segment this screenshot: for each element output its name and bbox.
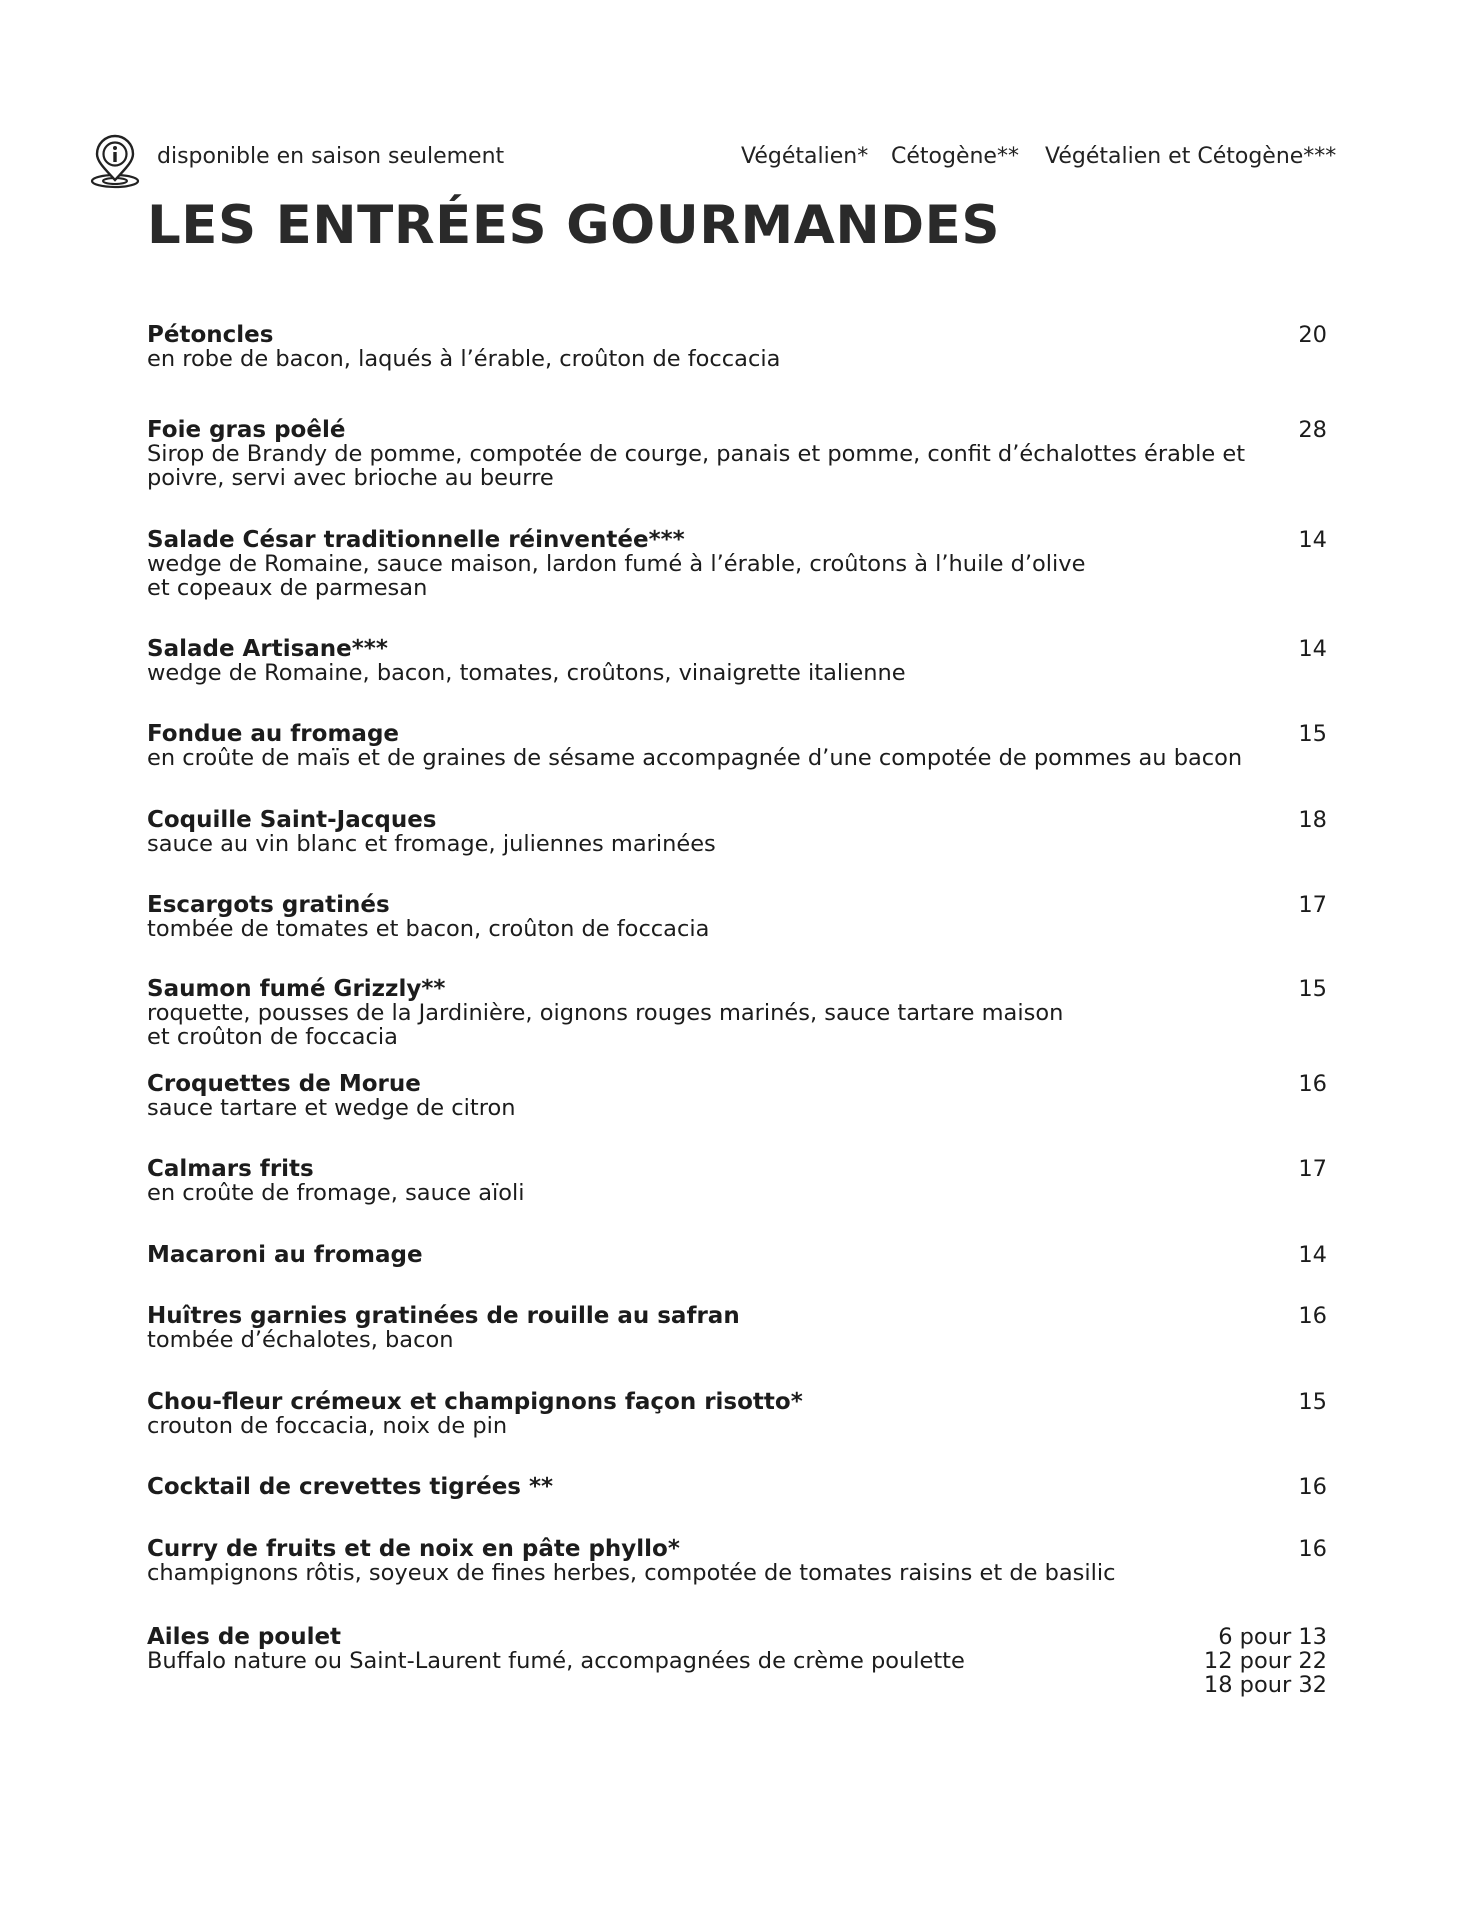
item-name: Chou-fleur crémeux et champignons façon risotto* (147, 1389, 803, 1415)
info-pin-icon (88, 134, 142, 190)
menu-item (147, 722, 1327, 770)
item-price: 18 (1298, 807, 1327, 833)
item-price: 16 (1298, 1536, 1327, 1562)
item-price: 15 (1298, 1389, 1327, 1415)
item-name: Cocktail de crevettes tigrées ** (147, 1474, 554, 1500)
keto-legend: Cétogène** (891, 144, 1019, 169)
item-name: Escargots gratinés (147, 892, 390, 918)
item-name: Macaroni au fromage (147, 1242, 423, 1268)
menu-item (147, 1072, 1327, 1120)
menu-item (147, 323, 1327, 371)
item-desc: Buffalo nature ou Saint-Laurent fumé, accompagnées de crème poulette (147, 1648, 965, 1674)
seasonal-legend-text: disponible en saison seulement (157, 144, 505, 169)
item-price: 28 (1298, 417, 1327, 443)
item-desc: en robe de bacon, laqués à l’érable, croûton de foccacia (147, 346, 781, 372)
menu-item (147, 1243, 1327, 1267)
item-desc: wedge de Romaine, sauce maison, lardon fumé à l’érable, croûtons à l’huile d’olive (147, 551, 1086, 577)
item-price: 17 (1298, 892, 1327, 918)
item-desc: Sirop de Brandy de pomme, compotée de courge, panais et pomme, confit d’échalottes érable et (147, 441, 1246, 467)
menu-item (147, 418, 1327, 490)
page-title: LES ENTRÉES GOURMANDES (147, 195, 1001, 256)
item-desc: roquette, pousses de la Jardinière, oignons rouges marinés, sauce tartare maison (147, 1000, 1064, 1026)
menu-item (147, 893, 1327, 941)
item-price: 6 pour 13 (1218, 1624, 1327, 1650)
item-name: Salade Artisane*** (147, 636, 388, 662)
item-price: 17 (1298, 1156, 1327, 1182)
menu-item (147, 1157, 1327, 1205)
item-desc: et copeaux de parmesan (147, 575, 428, 601)
item-price: 16 (1298, 1071, 1327, 1097)
item-name: Coquille Saint-Jacques (147, 807, 437, 833)
menu-item (147, 1390, 1327, 1438)
item-price: 12 pour 22 (1203, 1648, 1327, 1674)
item-name: Calmars frits (147, 1156, 314, 1182)
menu-item (147, 528, 1327, 600)
item-desc: et croûton de foccacia (147, 1024, 398, 1050)
item-price: 14 (1298, 527, 1327, 553)
item-price: 15 (1298, 976, 1327, 1002)
item-name: Saumon fumé Grizzly** (147, 976, 446, 1002)
item-desc: en croûte de fromage, sauce aïoli (147, 1180, 525, 1206)
item-desc: crouton de foccacia, noix de pin (147, 1413, 508, 1439)
menu-item (147, 1624, 1327, 1698)
item-price: 14 (1298, 636, 1327, 662)
menu-item (147, 637, 1327, 685)
item-price: 16 (1298, 1303, 1327, 1329)
item-desc: champignons rôtis, soyeux de fines herbes, compotée de tomates raisins et de basilic (147, 1560, 1116, 1586)
item-desc: tombée de tomates et bacon, croûton de foccacia (147, 916, 710, 942)
item-desc: wedge de Romaine, bacon, tomates, croûtons, vinaigrette italienne (147, 660, 906, 686)
menu-item (147, 1537, 1327, 1585)
vegan-legend: Végétalien* (741, 144, 869, 169)
item-desc: poivre, servi avec brioche au beurre (147, 465, 554, 491)
item-name: Curry de fruits et de noix en pâte phyllo* (147, 1536, 680, 1562)
item-desc: sauce au vin blanc et fromage, juliennes marinées (147, 831, 716, 857)
menu-item (147, 977, 1327, 1049)
item-name: Ailes de poulet (147, 1624, 342, 1650)
item-name: Fondue au fromage (147, 721, 400, 747)
menu-item (147, 808, 1327, 856)
item-price: 15 (1298, 721, 1327, 747)
item-price: 20 (1298, 322, 1327, 348)
item-name: Huîtres garnies gratinées de rouille au safran (147, 1303, 740, 1329)
item-price-list (1204, 1625, 1327, 1697)
item-name: Croquettes de Morue (147, 1071, 421, 1097)
item-name: Foie gras poêlé (147, 417, 346, 443)
item-name: Pétoncles (147, 322, 274, 348)
menu-item (147, 1475, 1327, 1499)
item-desc: tombée d’échalotes, bacon (147, 1327, 454, 1353)
item-price: 16 (1298, 1474, 1327, 1500)
item-price: 18 pour 32 (1203, 1672, 1327, 1698)
item-price: 14 (1298, 1242, 1327, 1268)
menu-item (147, 1304, 1327, 1352)
item-desc: en croûte de maïs et de graines de sésame accompagnée d’une compotée de pommes au bacon (147, 745, 1243, 771)
item-name: Salade César traditionnelle réinventée*** (147, 527, 685, 553)
vegan-keto-legend: Végétalien et Cétogène*** (1045, 144, 1337, 169)
item-desc: sauce tartare et wedge de citron (147, 1095, 516, 1121)
